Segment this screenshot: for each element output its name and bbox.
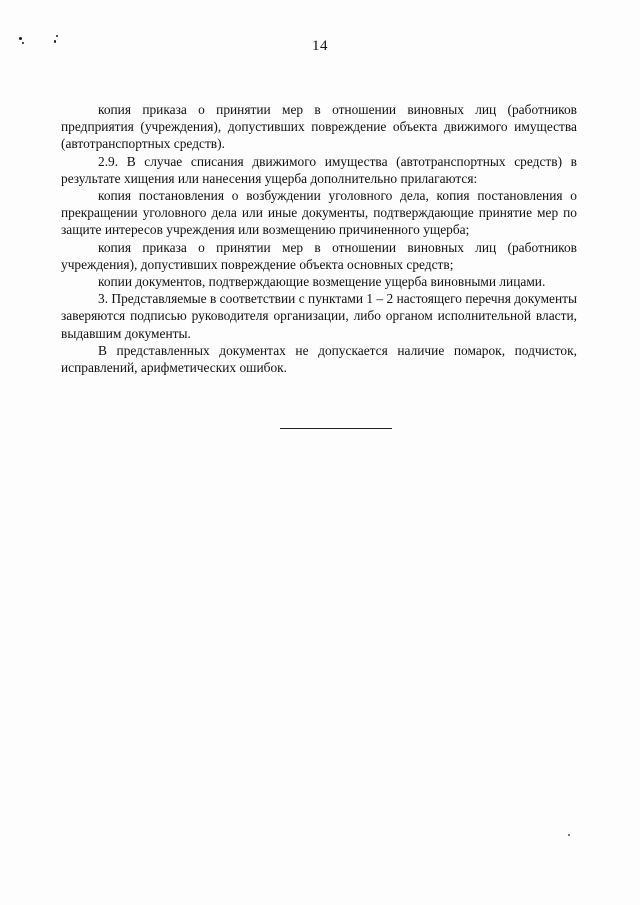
end-divider [280, 428, 392, 429]
page-number: 14 [312, 38, 328, 54]
paragraph: В представленных документах не допускается наличие помарок, подчисток, исправлений, арифметических ошибок. [61, 342, 577, 376]
scan-speck [56, 35, 58, 37]
paragraph: 2.9. В случае списания движимого имущества (автотранспортных средств) в результате хищения или нанесения ущерба дополнительно прилагаются: [61, 153, 577, 186]
paragraph: копия приказа о принятии мер в отношении виновных лиц (работников предприятия (учреждения), допустивших повреждение объекта движимого имущества (автотранспортных средств). [61, 102, 577, 152]
paragraph: копия приказа о принятии мер в отношении виновных лиц (работников учреждения), допустивших повреждение объекта основных средств; [61, 239, 577, 272]
paragraph: копия постановления о возбуждении уголовного дела, копия постановления о прекращении уголовного дела или иные документы, подтверждающие принятие мер по защите интересов учреждения или возмещению причиненного ущерба; [61, 188, 577, 238]
scan-speck [568, 834, 570, 836]
paragraph: 3. Представляемые в соответствии с пунктами 1 – 2 настоящего перечня документы заверяются подписью руководителя организации, либо органом исполнительной власти, выдавшим документы. [61, 291, 577, 341]
paragraph: копии документов, подтверждающие возмещение ущерба виновными лицами. [98, 274, 546, 290]
document-body [61, 101, 577, 376]
